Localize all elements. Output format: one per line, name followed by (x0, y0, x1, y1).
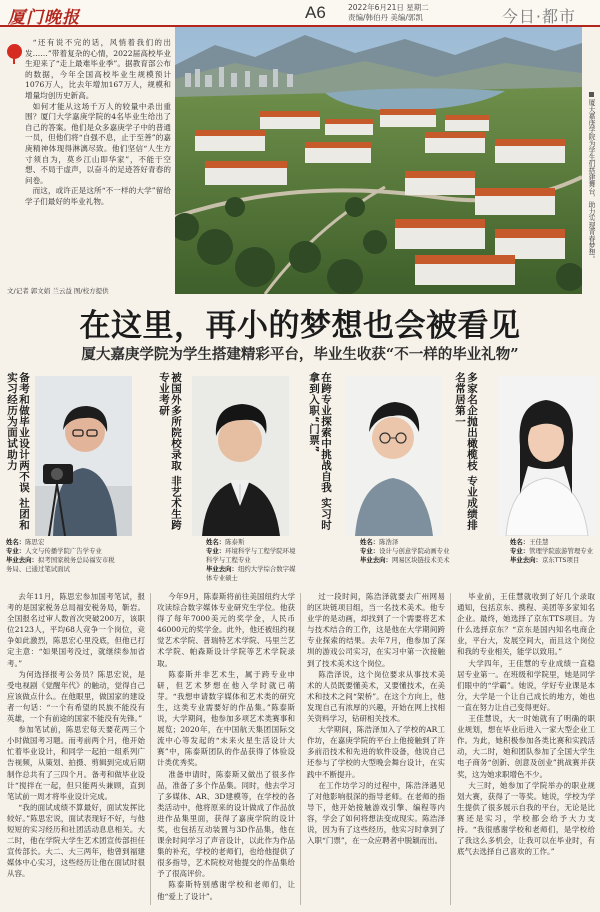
column-divider (300, 593, 301, 905)
article-paragraph: 准备申请时，陈泰斯又做出了很多作品，准备了多个作品集。同时，他去学习了多媒体、AR、3D建模等，在学校的各类活动中，他将原来的设计做成了作品放进作品集里面，获得了嘉庚学院的设计奖，也包括互动装置与3D作品集，他在课余时间学习了声音设计，以此作为作品集的补充，学校的老师们，也给他提供了很多指导，艺术院校对他提交的作品集给予了很高评价。 (157, 769, 295, 879)
article-paragraph: 去年11月，陈思宏参加国考笔试，报考的是国家税务总局福安税务局，靳岩。全国报名过审人数首次突破200万，该职位2123人，平均68人竞争一个岗位，竞争如此激烈，陈思宏心里没底，但他已打定主意：“如果国考没过，就继续参加省考。” (7, 592, 145, 668)
intro-text (25, 38, 171, 208)
headline: 在这里，再小的梦想也会被看见 (79, 308, 521, 344)
byline: 文/记者 郭文娟 兰云益 图/校方提供 (7, 287, 109, 295)
profile-card (150, 372, 300, 584)
profile-info (6, 538, 116, 574)
profile-card (300, 372, 450, 584)
article-paragraph: 在工作坊学习的过程中，陈浩泽遇见了对他影响很深的指导老师。在老师的指导下，他开始接触游戏引擎、编程等内容，学会了如何将想法变成现实。陈浩泽说，因为有了这些经历，他实习时拿到了入职“门票”，在一众应聘者中脱颖而出。 (307, 780, 445, 846)
column-divider (150, 593, 151, 905)
article-column (457, 591, 595, 857)
profile-card (450, 372, 600, 584)
profile-destination: 网易区块链技术美术 (391, 556, 450, 564)
profile-destination: 纽约大学综合数字媒体专业硕士 (206, 565, 296, 582)
profile-major: 环境科学与工程学院环境科学与工程专业 (206, 547, 296, 564)
article-paragraph: 陈泰斯特别感谢学校和老师们，让他“爱上了设计”。 (157, 880, 295, 901)
article-paragraph: 陈泰斯并非艺术生，属于跨专业申研，但艺术梦想在他入学时就已萌芽。“我想申请数字媒体和艺术类的研究生，这类专业需要好的作品集。”陈泰斯说，大学期间，他参加多项艺术类赛事和展览；2020年，在中国航天集团国际交流中心等发起的“未来火星生活设计大赛”中，陈泰斯团队的作品获得了体验设计类优秀奖。 (157, 669, 295, 768)
campus-aerial-photo (175, 27, 582, 294)
column-divider (450, 593, 451, 905)
article-paragraph: “我的面试成绩不算最好，面试发挥比较好。”陈思宏说，面试表现好不好，与他短短的实习经历和社团活动息息相关。大二时，他在学院大学生艺术团宣传部担任宣传部长。大二、大三两年，他曾到福建媒体中心实习，这些经历让他在面试时很从容。 (7, 802, 145, 879)
name-label: 姓名： (206, 538, 226, 546)
profile-title: 在跨专业探索中挑战自我 实习时拿到入职“门票” (308, 372, 332, 531)
person-portrait-photo (192, 376, 289, 536)
person-with-camera-photo (35, 376, 132, 536)
section-name: 今日·都市 (501, 7, 576, 26)
profile-destination: 京东TTS项目 (541, 556, 580, 564)
intro-paragraph: “还有说不完的话，风悄着我们的出发……”带着复杂的心情，2022届高校毕业生迎来了“走上最难毕业季”。据教育部公布的数据，今年全国高校毕业生规模预计1076万人，比去年增加167万人，规模和增量均创历史新高。 (25, 38, 171, 100)
profile-photo (345, 376, 442, 536)
destination-label: 毕业去向： (206, 565, 238, 573)
destination-label: 毕业去向： (510, 556, 542, 564)
issue-date: 2022年6月21日 星期二 (348, 3, 429, 12)
article-paragraph: 过一段时间，陈浩泽就要去广州网易的区块链项目组，当一名技术美术。他专业学的是动画，却找到了一个需要将艺术与技术结合的工作，这是他在大学期间跨专业探索的结果。去年7月，他参加了深圳的游戏公司实习，在实习中第一次接触到了技术美术这个岗位。 (307, 592, 445, 668)
intro-paragraph: 而这，或许正是这所“不一样的大学”留给学子们最好的毕业礼物。 (25, 186, 171, 206)
photo-caption-text: 厦大嘉庚学院为学生们搭建舞台，助力实现青春梦想。 (587, 99, 595, 263)
profile-name: 陈浩泽 (379, 538, 399, 546)
article-paragraph: 参加笔试前，陈思宏每天要花两三个小时做国考习题。而考前两个月，他开始忙着毕业设计，和同学一起拍一组系列广告视频，从策划、拍摄、剪辑到完成后期制作总共有了三四个月。备考和做毕业设计“搅拌在一起，但只能两头兼顾，直到笔试前一周才将毕业设计完成。 (7, 725, 145, 801)
major-label: 专业： (206, 547, 226, 555)
profile-name: 王佳慧 (529, 538, 549, 546)
campus-photo-art (175, 27, 582, 294)
profile-title: 多家名企抛出橄榄枝 专业成绩排名常居第一 (454, 372, 478, 531)
profile-title: 备考和做毕业设计两不误 社团和实习经历为面试助力 (6, 372, 30, 531)
profile-photo (35, 376, 132, 536)
profile-info (510, 538, 598, 565)
person-portrait-photo (345, 376, 442, 536)
article-paragraph: 为何选择报考公务员？陈思宏说，是受电视剧《觉醒年代》的触动，觉得自己应该做点什么。在他眼里，做国家的建设者一句话：“一个有希望的民族不能没有英雄，一个有前途的国家不能没有先锋。” (7, 669, 145, 724)
location-pin-icon (7, 44, 22, 59)
article-paragraph: 大学四年，王佳慧的专业成绩一直稳居专业第一。在班级和学院里，她是同学们眼中的“学霸”。她说，学好专业课是本分，大学是一个让自己成长的地方，她也一直在努力让自己变得更好。 (457, 658, 595, 712)
destination-label: 毕业去向： (360, 556, 392, 564)
article-paragraph: 大学期间，陈浩泽加入了学校的AR工作坊，在嘉庚学院的平台上他接触到了许多前沿技术和先进的软件设备，他说自己还参与了学校的大型晚会舞台设计，在实践中不断提升。 (307, 725, 445, 779)
issue-editors: 责编/韩伯丹 美编/郭凯 (348, 12, 423, 22)
profile-card (0, 372, 150, 584)
profile-major: 设计与创意学院动画专业 (379, 547, 450, 555)
photo-caption (585, 92, 595, 262)
issue-meta (348, 3, 429, 22)
name-label: 姓名： (360, 538, 380, 546)
caption-marker-icon (589, 92, 594, 97)
article-paragraph: 今年9月，陈泰斯将前往美国纽约大学攻读综合数字媒体专业研究生学位。他获得了每年7000美元的奖学金，人民币46000元的奖学金。此外，他还被纽约视觉艺术学院、普瑞特艺术学院、马里兰艺术学院、帕森斯设计学院等艺术学院录取。 (157, 592, 295, 668)
article-column (157, 591, 295, 902)
profile-info (360, 538, 450, 565)
name-label: 姓名： (6, 538, 26, 546)
name-label: 姓名： (510, 538, 530, 546)
article-paragraph: 陈浩泽说，这个岗位要求从事技术美术的人员既要懂美术，又要懂技术，在美术和技术之间“架桥”。在这个方向上，他发现自己有浓厚的兴趣，开始在网上找相关资料学习，钻研相关技术。 (307, 669, 445, 724)
major-label: 专业： (6, 547, 26, 555)
major-label: 专业： (360, 547, 380, 555)
article-paragraph: 王佳慧说，大一时她就有了明确的职业规划，想在毕业后进入一家大型企业工作。为此，她积极参加各类比赛和实践活动，大二时，她和团队参加了全国大学生电子商务“创新、创意及创业”挑战赛并获奖，这为她求职增色不少。 (457, 714, 595, 779)
article-column (7, 591, 145, 879)
subheadline: 厦大嘉庚学院为学生搭建精彩平台，毕业生收获“不一样的毕业礼物” (81, 346, 519, 363)
destination-label: 毕业去向： (6, 556, 38, 564)
profile-major: 管理学院旅游管理专业 (529, 547, 594, 555)
profile-name: 陈泰斯 (225, 538, 245, 546)
page-header (0, 0, 600, 27)
profile-photo (192, 376, 289, 536)
major-label: 专业： (510, 547, 530, 555)
page-number: A6 (305, 3, 326, 22)
profile-destination: 拟考国家税务总局福安市税务局、已通过笔试面试 (6, 556, 115, 573)
article-column (307, 591, 445, 846)
profile-title: 被国外多所院校录取 非艺术生跨专业考研 (158, 372, 182, 531)
profile-major: 人文与传播学院广告学专业 (25, 547, 102, 555)
person-portrait-photo (498, 376, 595, 536)
profile-info (206, 538, 298, 583)
masthead-logo: 厦门晚报 (8, 8, 80, 28)
profile-name: 陈思宏 (25, 538, 45, 546)
article-paragraph: 毕业前，王佳慧就收到了好几个录取通知，包括京东、携程、美团等多家知名企业。最终，她选择了京东TTS项目。为什么选择京东？“京东是国内知名电商企业，平台大，发展空间大，而且这个岗位和我的专业相关，能学以致用。” (457, 592, 595, 657)
intro-paragraph: 如何才能从这场千万人的较量中杀出重围？厦门大学嘉庚学院的4名毕业生给出了自己的答案。他们是众多嘉庚学子中的普通一员，但他们将“自强不息，止于至善”的嘉庚精神体现得淋漓尽致。他们坚信“人生方寸须自为，莫乡江山即华家”，不能于空想、不局于虚声，以奋斗的足迹答好青春的问卷。 (25, 101, 171, 185)
article-paragraph: 大三时，她参加了学院举办的职业规划大赛，获得了一等奖。她说，学校为学生提供了很多展示自我的平台，无论是比赛还是实习，学校都会给予大力支持。“我很感谢学校和老师们，是学校给了我这么多机会，让我可以在毕业时，有底气去选择自己喜欢的工作。” (457, 780, 595, 857)
profile-photo (498, 376, 595, 536)
